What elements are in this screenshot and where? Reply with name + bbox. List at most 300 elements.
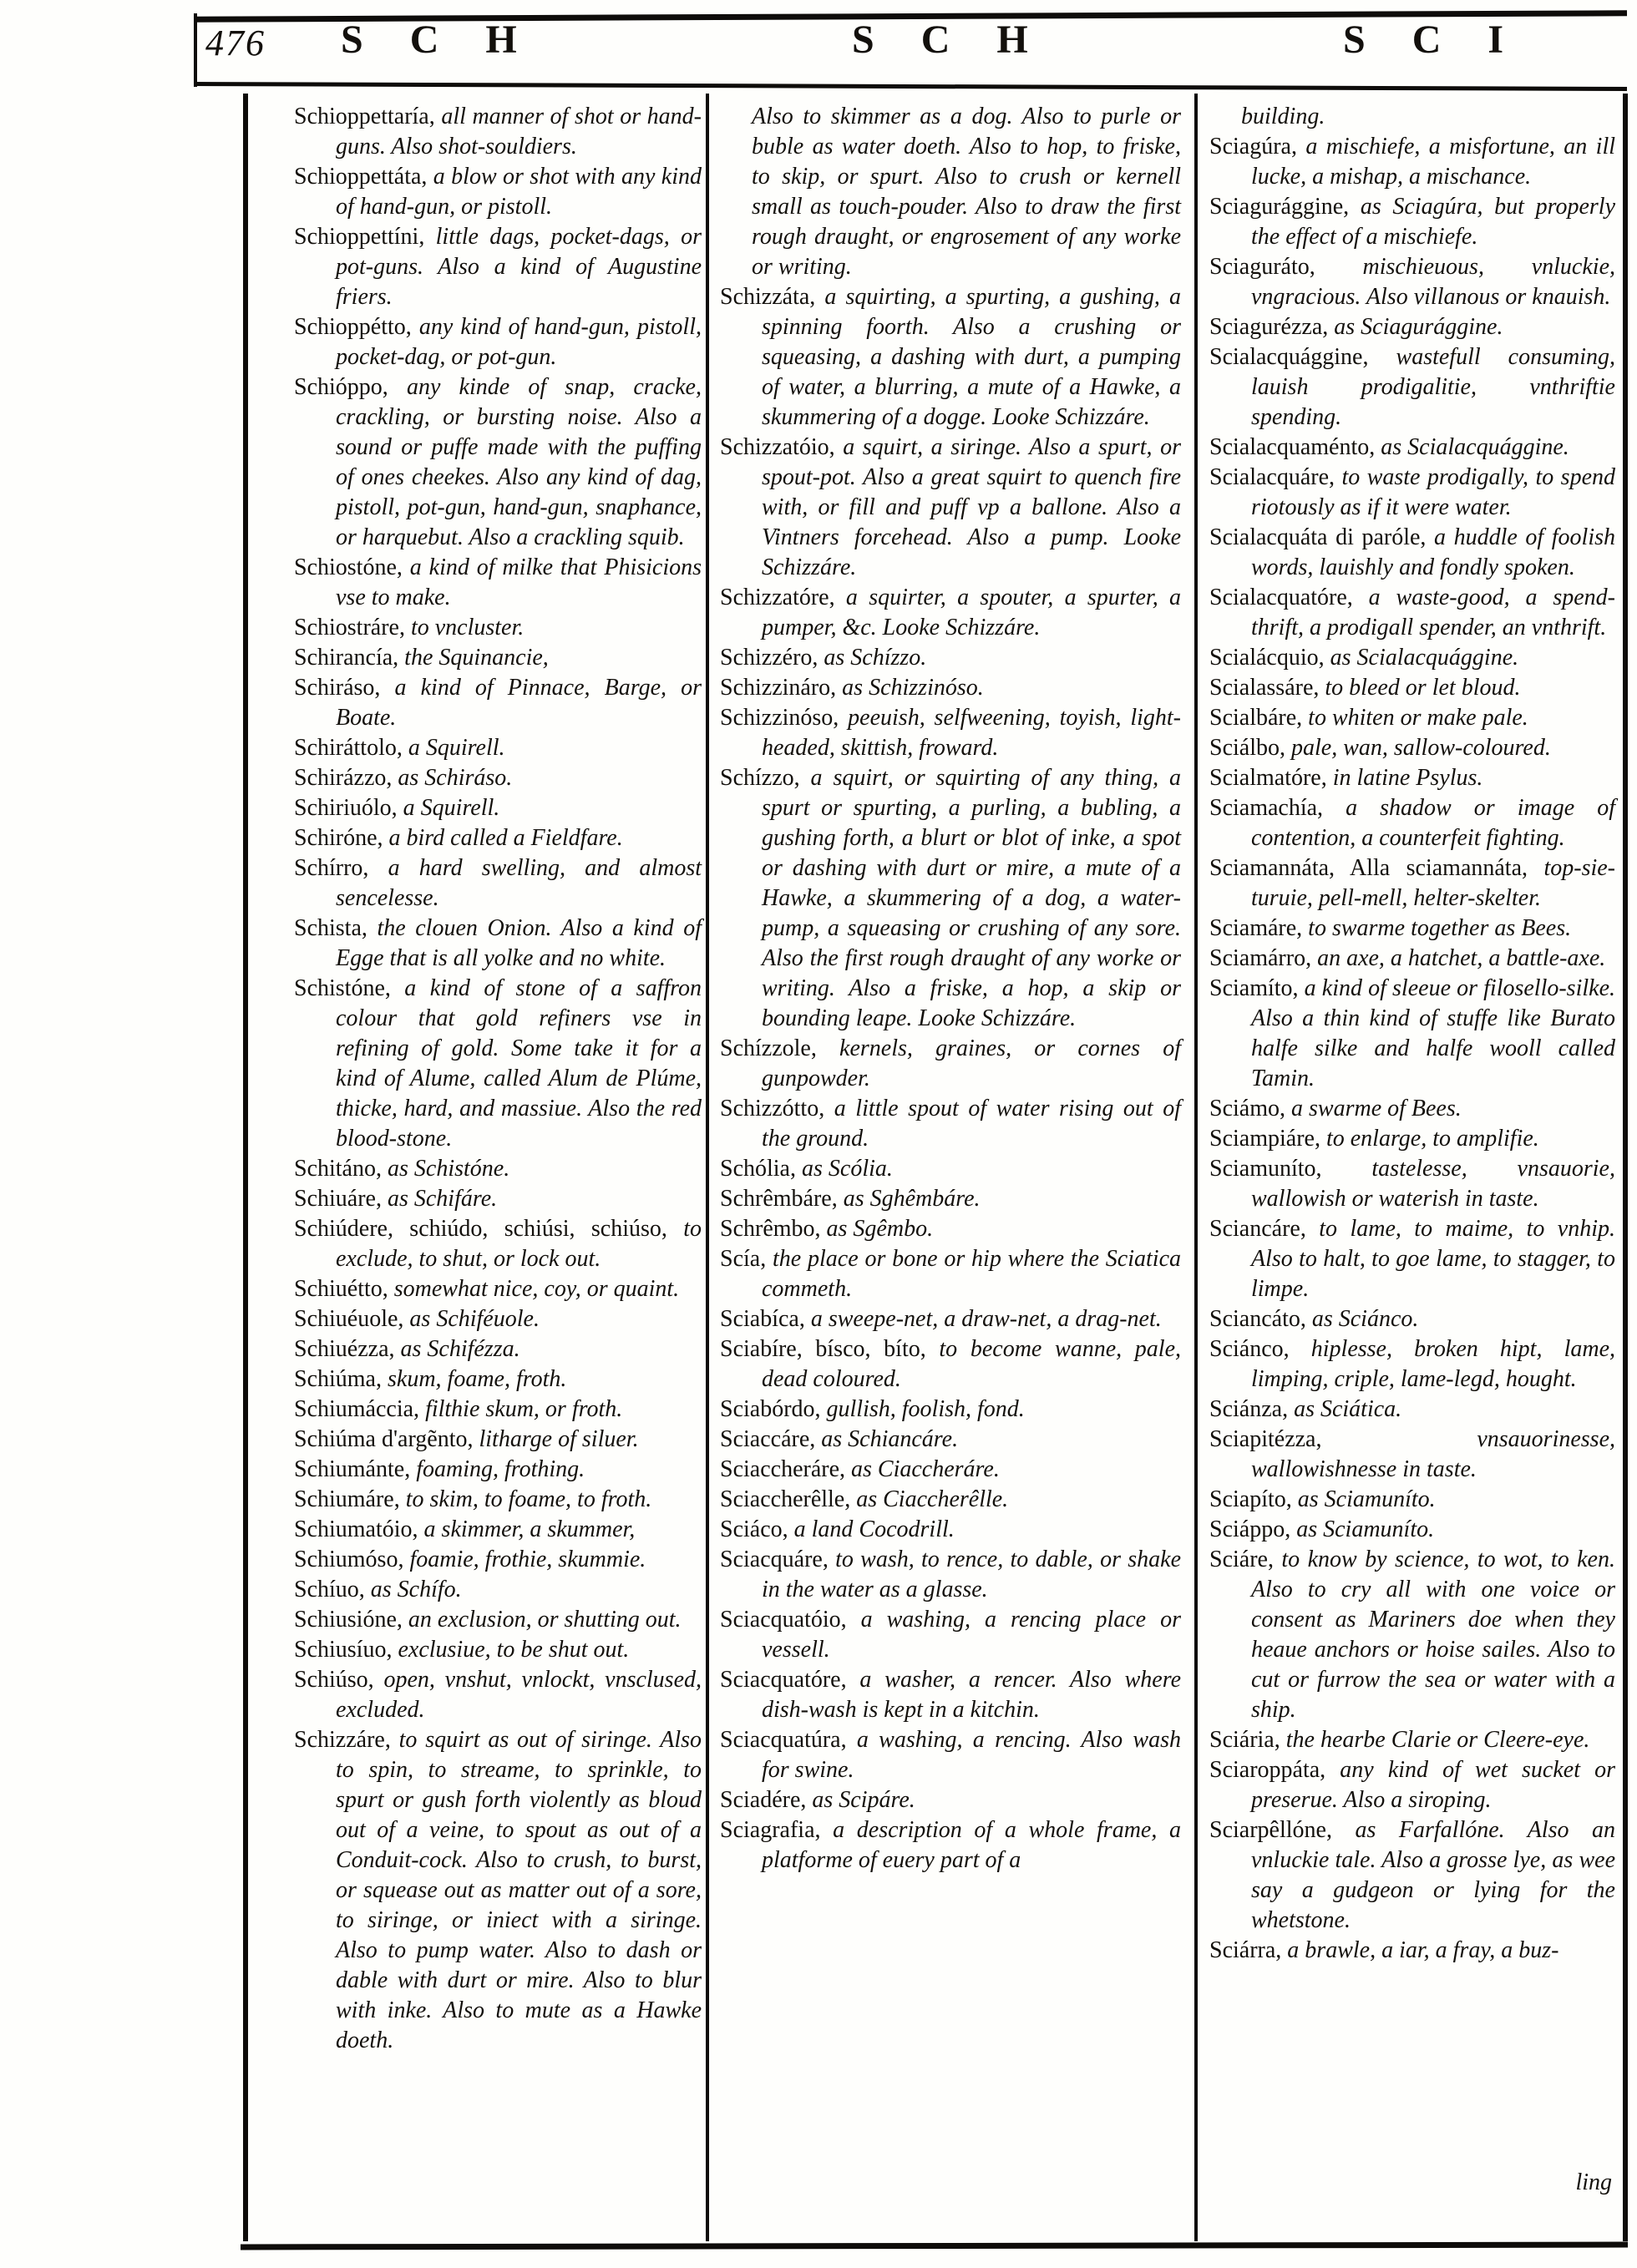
entry-definition: a shadow or image of contention, a counterfeit fighting. [1251,795,1615,851]
entry-headword: Sciapíto, [1209,1486,1292,1512]
entry-headword: Schitáno, [294,1156,382,1182]
entry-definition: to squirt as out of siringe. Also to spin, to streame, to sprinkle, to spurt or gush forth violently as bloud out of a veine, to spout as out of a Conduit-cock. Also to crush, to burst, or squease out as matter out of a sore, to siringe, or iniect with a siringe. Also to pump water. Also to dash or dable with durt or mire. Also to blur with inke. Also to mute as a Hawke doeth. [336,1727,702,2053]
dictionary-entry [294,1605,702,1635]
entry-definition: a huddle of foolish words, lauishly and fondly spoken. [1251,524,1615,580]
entry-definition: as Schifáre. [381,1186,498,1212]
entry-headword: Scialacquaménto, [1209,434,1376,460]
dictionary-entry [720,673,1181,703]
dictionary-entry [1209,1124,1615,1154]
entry-definition: a land Cocodrill. [788,1516,955,1542]
entry-definition: litharge of siluer. [473,1426,639,1452]
dictionary-entry [1209,523,1615,583]
entry-headword: Scialassáre, [1209,675,1320,701]
dictionary-entry [1209,583,1615,643]
dictionary-entry [1209,1485,1615,1515]
entry-definition: a Squirell. [402,735,505,761]
entry-definition: to lame, to maime, to vnhip. Also to halt, to goe lame, to stagger, to limpe. [1251,1216,1615,1302]
entry-headword: Schiráso, [294,675,381,701]
entry-headword: Schiúso, [294,1667,374,1693]
entry-definition: a kind of milke that Phisicions vse to make. [336,554,702,610]
entry-headword: Schizzatóio, [720,434,835,460]
entry-definition: the clouen Onion. Also a kind of Egge that is all yolke and no white. [336,915,702,971]
dictionary-entry [1209,463,1615,523]
header-bottom-rule [194,82,1627,91]
entry-definition: as Ciaccherêlle. [850,1486,1009,1512]
dictionary-entry [1209,914,1615,944]
entry-definition: as Sciagurággine. [1328,314,1503,340]
dictionary-entry [294,1515,702,1545]
entry-definition: open, vnshut, vnlockt, vnsclused, excluded. [336,1667,702,1723]
dictionary-column-1 [294,102,702,2056]
dictionary-entry [720,1665,1181,1725]
dictionary-entry [1209,944,1615,974]
entry-headword: Sciancáre, [1209,1216,1306,1242]
dictionary-entry [294,1455,702,1485]
entry-definition: a washing, a rencing place or vessell. [762,1607,1181,1663]
entry-definition: the Squinancie, [398,645,549,671]
entry-headword: Schiumóso, [294,1547,404,1572]
entry-headword: Sciabórdo, [720,1396,821,1422]
entry-headword: Scialacquággine, [1209,344,1369,370]
dictionary-entry [294,312,702,372]
dictionary-entry [720,1785,1181,1815]
entry-headword: Sciáco, [720,1516,788,1542]
column-divider-1 [706,94,709,2241]
dictionary-entry [294,1545,702,1575]
entry-headword: Schiróne, [294,825,383,851]
entry-definition: a squirting, a spurting, a gushing, a spinning foorth. Also a crushing or squeasing, a dashing with durt, a pumping of water, a blurring, a mute of a Hawke, a skummering of a dogge. Looke Schizzáre. [762,284,1181,430]
entry-headword: Sciamuníto, [1209,1156,1322,1182]
entry-headword: Schólia, [720,1156,796,1182]
entry-headword: Schioppettíni, [294,224,425,250]
dictionary-entry [1209,793,1615,853]
entry-definition: a bird called a Fieldfare. [383,825,623,851]
entry-headword: Schiúdere, schiúdo, schiúsi, schiúso, [294,1216,667,1242]
entry-definition: as Schízzo. [818,645,927,671]
dictionary-entry [1241,102,1615,132]
entry-definition: little dags, pocket-dags, or pot-guns. Also a kind of Augustine friers. [336,224,702,310]
dictionary-entry [1209,763,1615,793]
catchword: ling [1575,2169,1612,2195]
dictionary-entry [294,222,702,312]
entry-definition: as Scialacquággine. [1324,645,1519,671]
entry-headword: Schiúma, [294,1366,382,1392]
entry-definition: as Sciánco. [1305,1306,1419,1332]
entry-headword: Sciaccáre, [720,1426,816,1452]
dictionary-entry [720,1094,1181,1154]
dictionary-entry [720,1034,1181,1094]
entry-definition: as Schizzinóso. [836,675,984,701]
dictionary-entry [1209,733,1615,763]
entry-definition: vnsauorinesse, wallowishnesse in taste. [1251,1426,1615,1482]
entry-headword: Schirancía, [294,645,399,671]
entry-definition: a squirt, or squirting of any thing, a spurt or spurting, a purling, a bubling, a gushing forth, a blurt or blot of inke, a spot or dashing with durt or mire, a mute of a Hawke, a skummering of a dog, a water-pump, a squeasing or crushing of any sore. Also the first rough draught of any worke or writing. Also a friske, a hop, a skip or bounding leape. Looke Schizzáre. [762,765,1181,1031]
dictionary-entry [294,1725,702,2056]
entry-definition: a skimmer, a skummer, [418,1516,636,1542]
entry-headword: Sciagúra, [1209,134,1297,159]
entry-definition: any kind of wet sucket or preserue. Also a siroping. [1251,1757,1615,1813]
dictionary-entry [294,914,702,974]
dictionary-entry [294,1635,702,1665]
entry-definition: exclusiue, to be shut out. [392,1637,630,1663]
dictionary-entry [294,1575,702,1605]
dictionary-entry [1209,312,1615,342]
entry-headword: Schíuo, [294,1577,365,1602]
dictionary-entry [1209,252,1615,312]
entry-definition: a waste-good, a spend-thrift, a prodigall spender, an vnthrift. [1251,585,1615,640]
dictionary-entry [294,102,702,162]
entry-headword: Scialácquio, [1209,645,1325,671]
dictionary-entry [294,1214,702,1274]
entry-headword: Sciadére, [720,1787,807,1813]
entry-definition: foaming, frothing. [410,1456,585,1482]
entry-headword: Sciarpêllóne, [1209,1817,1332,1843]
dictionary-entry [1209,703,1615,733]
dictionary-entry [720,1485,1181,1515]
dictionary-entry [294,553,702,613]
entry-headword: Sciálbo, [1209,735,1285,761]
dictionary-entry [1209,132,1615,192]
dictionary-entry [720,1214,1181,1244]
entry-definition: pale, wan, sallow-coloured. [1285,735,1551,761]
dictionary-entry [294,1665,702,1725]
entry-headword: Schízzole, [720,1035,817,1061]
entry-definition: as Sciamuníto. [1290,1516,1435,1542]
entry-headword: Schiuétto, [294,1276,388,1302]
running-head-2: S C H [852,18,1047,62]
dictionary-entry [1209,1395,1615,1425]
entry-definition: kernels, graines, or cornes of gunpowder. [762,1035,1181,1091]
entry-definition: any kinde of snap, cracke, crackling, or bursting noise. Also a sound or puffe made with the puffing of ones cheekes. Also any kind of dag, pistoll, pot-gun, hand-gun, snaphance, or harquebut. Also a crackling squib. [336,374,702,550]
entry-definition: the place or bone or hip where the Sciatica commeth. [762,1246,1181,1302]
entry-definition: filthie skum, or froth. [419,1396,623,1422]
dictionary-entry [294,733,702,763]
entry-definition: a swarme of Bees. [1285,1096,1462,1121]
entry-definition: to become wanne, pale, dead coloured. [762,1336,1181,1392]
entry-headword: Sciamachía, [1209,795,1324,821]
dictionary-entry [294,1395,702,1425]
entry-definition: Also to skimmer as a dog. Also to purle or buble as water doeth. Also to hop, to friske, to skip, or spurt. Also to crush or kernell small as touch-pouder. Also to draw the first rough draught, or engrosement of any worke or writing. [752,104,1181,280]
entry-definition: tastelesse, vnsauorie, wallowish or waterish in taste. [1251,1156,1615,1212]
entry-definition: as Sgêmbo. [820,1216,934,1242]
dictionary-entry [1209,1094,1615,1124]
entry-headword: Schizzéro, [720,645,818,671]
header-left-rule [194,13,197,87]
entry-headword: Sciáppo, [1209,1516,1291,1542]
dictionary-entry [720,433,1181,583]
dictionary-entry [294,1485,702,1515]
entry-definition: peeuish, selfweening, toyish, light-headed, skittish, froward. [762,705,1181,761]
entry-headword: Schízzo, [720,765,800,791]
dictionary-entry [720,1334,1181,1395]
entry-headword: Schioppettaría, [294,104,435,129]
entry-definition: in latine Psylus. [1326,765,1483,791]
entry-definition: as Schifézza. [394,1336,520,1362]
entry-headword: Scialacquáta di paróle, [1209,524,1427,550]
entry-headword: Sciancáto, [1209,1306,1306,1332]
entry-headword: Schizzináro, [720,675,837,701]
entry-headword: Scialbáre, [1209,705,1303,731]
dictionary-entry [294,1184,702,1214]
entry-definition: as Sciagúra, but properly the effect of a mischiefe. [1251,194,1615,250]
dictionary-entry [294,1274,702,1304]
dictionary-entry [1209,1936,1615,1966]
entry-headword: Schiumáccia, [294,1396,420,1422]
entry-definition: hiplesse, broken hipt, lame, limping, criple, lame-legd, hought. [1251,1336,1615,1392]
dictionary-entry [294,613,702,643]
entry-definition: a kind of stone of a saffron colour that gold refiners vse in refining of gold. Some take it for a kind of Alume, called Alum de Plúme, thicke, hard, and massiue. Also the red blood-stone. [336,975,702,1152]
dictionary-entry [720,1515,1181,1545]
entry-headword: Schiostráre, [294,615,405,640]
entry-headword: Schista, [294,915,367,941]
entry-headword: Sciánza, [1209,1396,1289,1422]
dictionary-entry [720,1304,1181,1334]
dictionary-entry [294,974,702,1154]
dictionary-column-3 [1209,102,1615,1966]
entry-headword: Schistóne, [294,975,391,1001]
entry-definition: as Sghêmbáre. [837,1186,981,1212]
entry-headword: Schiumatóio, [294,1516,418,1542]
entry-headword: Sciacquatúra, [720,1727,847,1753]
entry-headword: Sciamárro, [1209,945,1312,971]
entry-definition: to bleed or let bloud. [1319,675,1521,701]
entry-definition: as Schiféuole. [403,1306,540,1332]
entry-definition: a brawle, a iar, a fray, a buz- [1281,1937,1559,1963]
entry-headword: Scialacquatóre, [1209,585,1353,610]
entry-definition: as Sciática. [1288,1396,1402,1422]
dictionary-column-2 [720,102,1181,1876]
running-head-1: S C H [341,18,535,62]
entry-definition: a washer, a rencer. Also where dish-wash is kept in a kitchin. [762,1667,1181,1723]
entry-headword: Sciacquatóre, [720,1667,847,1693]
dictionary-entry [720,1815,1181,1876]
entry-headword: Schiostóne, [294,554,403,580]
dictionary-entry [720,1184,1181,1214]
entry-definition: as Schiráso. [392,765,513,791]
entry-definition: as Scipáre. [806,1787,915,1813]
dictionary-entry [1209,1515,1615,1545]
entry-headword: Schiúma d'argẽnto, [294,1426,474,1452]
entry-headword: Schiumáre, [294,1486,400,1512]
entry-definition: as Farfallóne. Also an vnluckie tale. Also a grosse lye, as wee say a gudgeon or lying for the whetstone. [1251,1817,1615,1933]
entry-definition: an exclusion, or shutting out. [402,1607,682,1633]
dictionary-entry [1209,342,1615,433]
entry-headword: Sciánco, [1209,1336,1290,1362]
entry-headword: Sciaccherêlle, [720,1486,851,1512]
dictionary-entry [720,643,1181,673]
dictionary-entry [752,102,1181,282]
entry-headword: Schiriuólo, [294,795,398,821]
entry-headword: Sciaccheráre, [720,1456,845,1482]
entry-headword: Sciamíto, [1209,975,1299,1001]
dictionary-entry [1209,1154,1615,1214]
entry-headword: Schiusíuo, [294,1637,393,1663]
entry-headword: Schiuéuole, [294,1306,404,1332]
entry-headword: Sciagurággine, [1209,194,1350,220]
entry-definition: to vncluster. [404,615,525,640]
dictionary-entry [294,162,702,222]
dictionary-entry [294,1425,702,1455]
dictionary-entry [1209,673,1615,703]
entry-definition: building. [1241,104,1325,129]
dictionary-entry [294,1334,702,1364]
entry-definition: foamie, frothie, skummie. [403,1547,646,1572]
dictionary-entry [294,763,702,793]
entry-headword: Sciamannáta, Alla sciamannáta, [1209,855,1528,881]
entry-definition: as Sciamuníto. [1291,1486,1436,1512]
dictionary-entry [1209,192,1615,252]
entry-headword: Sciagrafia, [720,1817,821,1843]
entry-headword: Schiusióne, [294,1607,403,1633]
entry-definition: as Scialacquággine. [1375,434,1569,460]
entry-definition: a kind of sleeue or filosello-silke. Also a thin kind of stuffe like Burato halfe silke and halfe wooll called Tamin. [1251,975,1615,1091]
dictionary-entry [1209,853,1616,914]
right-border-rule [1623,94,1628,2241]
entry-headword: Sciacquáre, [720,1547,829,1572]
entry-headword: Schiumánte, [294,1456,411,1482]
entry-definition: to enlarge, to amplifie. [1320,1126,1539,1152]
entry-definition: to whiten or make pale. [1302,705,1528,731]
entry-definition: wastefull consuming, lauish prodigalitie, vnthriftie spending. [1251,344,1615,430]
dictionary-entry [1209,1725,1615,1755]
dictionary-entry [1209,1425,1615,1485]
entry-headword: Sciárra, [1209,1937,1282,1963]
dictionary-entry [720,1244,1181,1304]
entry-headword: Sciampiáre, [1209,1126,1320,1152]
entry-headword: Schizzáta, [720,284,816,310]
entry-headword: Schioppétto, [294,314,412,340]
dictionary-entry [720,1154,1181,1184]
bottom-border-rule [241,2242,1628,2250]
entry-headword: Schizzótto, [720,1096,825,1121]
dictionary-entry [1209,974,1615,1094]
entry-headword: Scialmatóre, [1209,765,1327,791]
dictionary-entry [294,673,702,733]
dictionary-entry [1209,1815,1615,1936]
entry-headword: Scía, [720,1246,767,1272]
entry-definition: top-sie-turuie, pell-mell, helter-skelter. [1251,855,1616,911]
entry-definition: to exclude, to shut, or lock out. [336,1216,702,1272]
dictionary-entry [720,1395,1181,1425]
dictionary-entry [720,282,1181,433]
page-number: 476 [205,23,266,63]
entry-headword: Schiuézza, [294,1336,395,1362]
entry-definition: a squirt, a siringe. Also a spurt, or spout-pot. Also a great squirt to quench fire with, or fill and puff vp a ballone. Also a Vintners forcehead. Also a pump. Looke Schizzáre. [762,434,1181,580]
entry-headword: Sciamáre, [1209,915,1303,941]
entry-definition: gullish, foolish, fond. [820,1396,1025,1422]
dictionary-entry [294,1304,702,1334]
entry-headword: Schióppo, [294,374,388,400]
running-head-3: S C I [1343,18,1523,62]
entry-definition: as Schistóne. [382,1156,510,1182]
dictionary-entry [1209,643,1615,673]
entry-headword: Schiráttolo, [294,735,403,761]
entry-headword: Sciámo, [1209,1096,1285,1121]
dictionary-entry [1209,1545,1615,1725]
entry-definition: all manner of shot or hand-guns. Also shot-souldiers. [336,104,702,159]
entry-headword: Schizzinóso, [720,705,839,731]
dictionary-entry [720,1425,1181,1455]
entry-headword: Schiuáre, [294,1186,382,1212]
entry-headword: Schizzáre, [294,1727,391,1753]
dictionary-entry [294,1154,702,1184]
entry-definition: a kind of Pinnace, Barge, or Boate. [336,675,702,731]
entry-headword: Sciapitézza, [1209,1426,1322,1452]
entry-definition: somewhat nice, coy, or quaint. [388,1276,680,1302]
entry-definition: the hearbe Clarie or Cleere-eye. [1280,1727,1590,1753]
dictionary-entry [720,703,1181,763]
entry-definition: skum, foame, froth. [382,1366,567,1392]
dictionary-entry [720,1605,1181,1665]
entry-definition: a description of a whole frame, a platforme of euery part of a [762,1817,1181,1873]
entry-definition: as Schiancáre. [815,1426,959,1452]
entry-definition: a hard swelling, and almost sencelesse. [336,855,702,911]
dictionary-entry [294,1364,702,1395]
entry-definition: mischieuous, vnluckie, vngracious. Also villanous or knauish. [1251,254,1615,310]
dictionary-entry [720,763,1181,1034]
entry-definition: any kind of hand-gun, pistoll, pocket-dag, or pot-gun. [336,314,702,370]
entry-headword: Scialacquáre, [1209,464,1335,490]
left-border-rule [243,94,248,2241]
entry-definition: as Scólia. [796,1156,893,1182]
entry-definition: to skim, to foame, to froth. [399,1486,652,1512]
entry-definition: to know by science, to wot, to ken. Also to cry all with one voice or consent as Mariners doe when they heaue anchors or hoise sailes. Also to cut or furrow the sea or water with a ship. [1251,1547,1615,1723]
entry-definition: a blow or shot with any kind of hand-gun, or pistoll. [336,164,702,220]
entry-headword: Sciagurézza, [1209,314,1329,340]
entry-headword: Sciaroppáta, [1209,1757,1326,1783]
dictionary-entry [294,823,702,853]
column-divider-2 [1194,94,1198,2241]
dictionary-entry [720,583,1181,643]
entry-definition: a washing, a rencing. Also wash for swine. [762,1727,1181,1783]
entry-definition: to swarme together as Bees. [1302,915,1572,941]
entry-definition: to wash, to rence, to dable, or shake in the water as a glasse. [762,1547,1181,1602]
entry-headword: Schírro, [294,855,369,881]
entry-headword: Schizzatóre, [720,585,835,610]
entry-definition: a Squirell. [397,795,500,821]
dictionary-entry [1209,1214,1615,1304]
entry-definition: to waste prodigally, to spend riotously as if it were water. [1251,464,1615,520]
dictionary-entry [294,372,702,553]
entry-headword: Schrêmbo, [720,1216,821,1242]
entry-headword: Sciáre, [1209,1547,1274,1572]
entry-headword: Sciaguráto, [1209,254,1315,280]
dictionary-entry [1209,1334,1615,1395]
entry-headword: Sciabíre, bísco, bíto, [720,1336,926,1362]
entry-headword: Schioppettáta, [294,164,428,190]
entry-definition: as Ciaccheráre. [845,1456,1000,1482]
entry-headword: Sciária, [1209,1727,1280,1753]
dictionary-entry [720,1725,1181,1785]
dictionary-entry [294,853,702,914]
entry-headword: Sciabíca, [720,1306,805,1332]
entry-definition: a little spout of water rising out of the ground. [762,1096,1181,1152]
dictionary-entry [1209,1755,1615,1815]
entry-definition: a squirter, a spouter, a spurter, a pumper, &c. Looke Schizzáre. [762,585,1181,640]
entry-headword: Schirázzo, [294,765,393,791]
dictionary-entry [720,1545,1181,1605]
entry-definition: an axe, a hatchet, a battle-axe. [1311,945,1606,971]
dictionary-entry [720,1455,1181,1485]
entry-definition: as Schífo. [364,1577,462,1602]
dictionary-entry [1209,433,1615,463]
entry-definition: a sweepe-net, a draw-net, a drag-net. [804,1306,1162,1332]
entry-headword: Schrêmbáre, [720,1186,838,1212]
entry-definition: a mischiefe, a misfortune, an ill lucke, a mishap, a mischance. [1251,134,1615,190]
entry-headword: Sciacquatóio, [720,1607,847,1633]
dictionary-entry [294,643,702,673]
dictionary-entry [294,793,702,823]
